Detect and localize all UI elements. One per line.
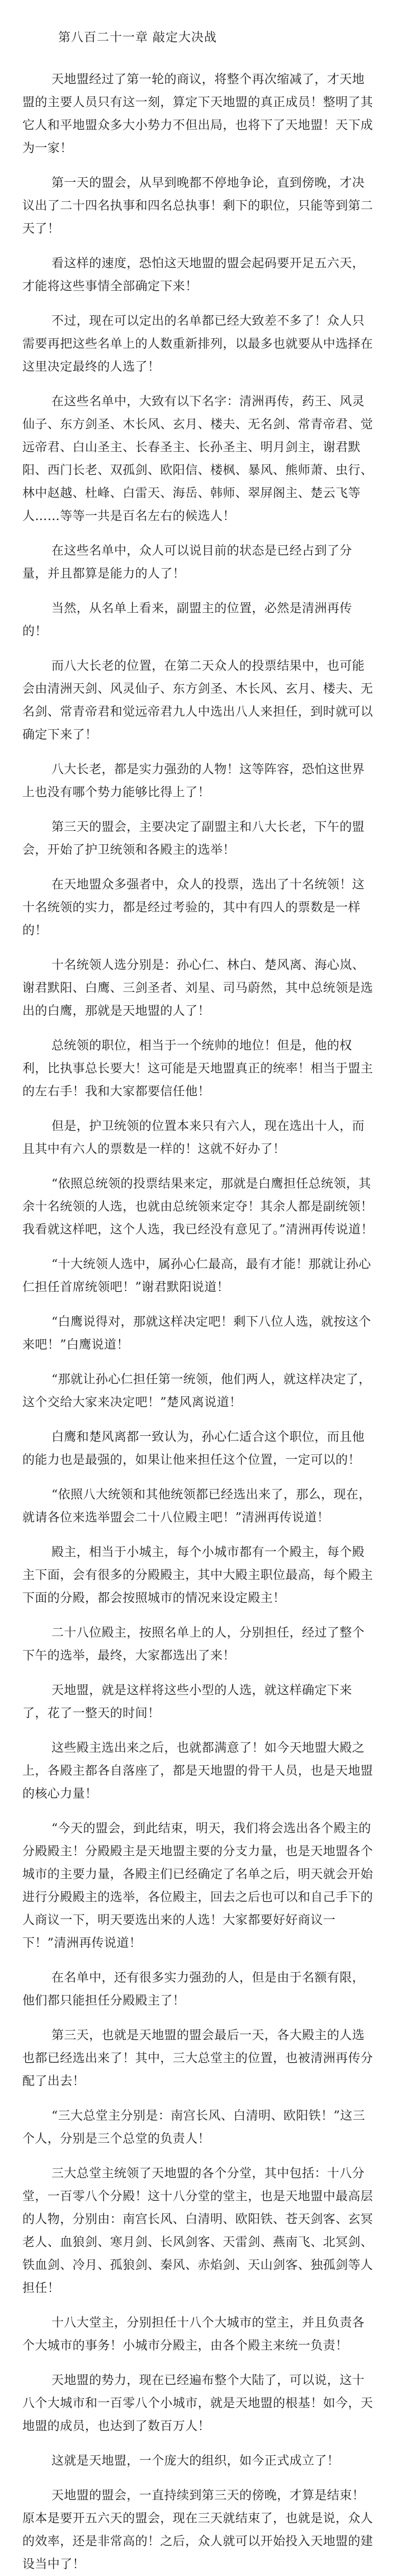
chapter-body [22, 68, 375, 2576]
paragraph: 在这些名单中，大致有以下名字：清洲再传，药王、风灵仙子、东方剑圣、木长风、玄月、楼夫、无名剑、常青帝君、觉远帝君、白山圣主、长春圣主、长孙圣主、明月剑主，谢君默阳、西门长老、双孤剑、欧阳信、楼枫、暴风、熊师萧、虫行、林中赵越、杜峰、白雷天、海岳、韩师、翠屏阁主、楚云飞等人……等等一共是百名左右的候选人！ [22, 395, 374, 523]
paragraph: “依照八大统领和其他统领都已经选出来了，那么，现在，就请各位来选举盟会二十八位殿主吧！”清洲再传说道！ [22, 1488, 371, 1525]
paragraph: 十名统领人选分别是：孙心仁、林白、楚风离、海心岚、谢君默阳、白鹰、三剑圣者、刘星、司马蔚然，其中总统领是选出的白鹰，那就是天地盟的人了！ [22, 958, 374, 1018]
paragraph: 白鹰和楚风离都一致认为，孙心仁适合这个职位，而且他的能力也是最强的，如果让他来担任这个位置，一定可以的！ [22, 1430, 365, 1467]
paragraph: “那就让孙心仁担任第一统领，他们两人，就这样决定了，这个交给大家来决定吧！”楚风离说道！ [22, 1373, 371, 1410]
paragraph: 十八大堂主，分别担任十八个大城市的堂主，并且负责各个大城市的事务！小城市分殿主，由各个殿主来统一负责！ [22, 2316, 365, 2353]
paragraph: 第一天的盟会，从早到晚都不停地争论，直到傍晚，才决议出了二十四名执事和四名总执事！剩下的职位，只能等到第二天了！ [22, 176, 374, 236]
paragraph: 这些殿主选出来之后，也就都满意了！如今天地盟大殿之上，各殿主都各自落座了，都是天地盟的骨干人员，也是天地盟的核心力量！ [22, 1741, 374, 1801]
paragraph: 天地盟的势力，现在已经遍布整个大陆了，可以说，这十八个大城市和一百零八个小城市，就是天地盟的根基！如今，天地盟的成员，也达到了数百万人！ [22, 2374, 374, 2433]
paragraph: 天地盟，就是这样将这些小型的人选，就这样确定下来了，花了一整天的时间！ [22, 1684, 352, 1721]
paragraph: “今天的盟会，到此结束，明天，我们将会选出各个殿主的分殿殿主！分殿殿主是天地盟主要的分支力量，也是天地盟各个城市的主要力量，各殿主们已经确定了名单之后，明天就会开始进行分殿殿主的选举，各位殿主，回去之后也可以和自己手下的人商议一下，明天要选出来的人选！大家都要好好商议一下！”清洲再传说道！ [22, 1822, 374, 1950]
paragraph: 第三天，也就是天地盟的盟会最后一天，各大殿主的人选也都已经选出来了！其中，三大总堂主的位置，也被清洲再传分配了出去！ [22, 2029, 374, 2088]
paragraph: 当然，从名单上看来，副盟主的位置，必然是清洲再传的！ [22, 602, 352, 639]
paragraph: “三大总堂主分别是：南宫长风、白清明、欧阳铁！”这三个人，分别是三个总堂的负责人！ [22, 2109, 365, 2146]
paragraph: 殿主，相当于小城主，每个小城市都有一个殿主，每个殿主下面，会有很多的分殿殿主，其中大殿主职位最高，每个殿主下面的分殿，都会按照城市的情况来设定殿主！ [22, 1545, 374, 1605]
paragraph: 八大长老，都是实力强劲的人物！这等阵容，恐怕这世界上也没有哪个势力能够比得上了！ [22, 763, 365, 800]
paragraph: 但是，护卫统领的位置本来只有六人，现在选出十人，而且其中有六人的票数是一样的！这就不好办了！ [22, 1119, 365, 1156]
paragraph: 而八大长老的位置，在第二天众人的投票结果中，也可能会由清洲天剑、风灵仙子、东方剑圣、木长风、玄月、楼夫、无名剑、常青帝君和觉远帝君九人中选出八人来担任，到时就可以确定下来了！ [22, 659, 374, 742]
paragraph: 在这些名单中，众人可以说目前的状态是已经占到了分量，并且都算是能力的人了！ [22, 544, 352, 581]
paragraph: 在天地盟众多强者中，众人的投票，选出了十名统领！这十名统领的实力，都是经过考验的，其中有四人的票数是一样的！ [22, 878, 365, 938]
paragraph: 不过，现在可以定出的名单都已经大致差不多了！众人只需要再把这些名单上的人数重新排列，以最多也就要从中选择在这里决定最终的人选了！ [22, 314, 374, 374]
paragraph: 第三天的盟会，主要决定了副盟主和八大长老，下午的盟会，开始了护卫统领和各殿主的选举！ [22, 820, 365, 857]
paragraph: 天地盟经过了第一轮的商议，将整个再次缩减了，才天地盟的主要人员只有这一刻，算定下天地盟的真正成员！整明了其它人和平地盟众多大小势力不但出局，也将下了天地盟！天下成为一家！ [22, 73, 374, 155]
paragraph: “白鹰说得对，那就这样决定吧！剩下八位人选，就按这个来吧！”白鹰说道！ [22, 1315, 371, 1352]
paragraph: 看这样的速度，恐怕这天地盟的盟会起码要开足五六天，才能将这些事情全部确定下来！ [22, 257, 365, 294]
paragraph: 这就是天地盟，一个庞大的组织，如今正式成立了！ [51, 2454, 340, 2468]
chapter-title: 第八百二十一章 敲定大决战 [58, 31, 217, 45]
paragraph: “十大统领人选中，属孙心仁最高，最有才能！那就让孙心仁担任首席统领吧！”谢君默阳说道！ [22, 1258, 371, 1294]
paragraph: 三大总堂主统领了天地盟的各个分堂，其中包括：十八分堂，一百零八个分殿！这十八分堂的堂主，也是天地盟中最高层的人物，分别由：南宫长风、白清明、欧阳铁、苍天剑客、玄冥老人、血狼剑、寒月剑、长风剑客、天雷剑、燕南飞、北冥剑、铁血剑、冷月、孤狼剑、秦风、赤焰剑、天山剑客、独孤剑等人担任！ [22, 2167, 374, 2295]
paragraph: 总统领的职位，相当于一个统帅的地位！但是，他的权利，比执事总长要大！这可能是天地盟真正的统率！相当于盟主的左右手！我和大家都要信任他！ [22, 1039, 374, 1099]
paragraph: 在名单中，还有很多实力强劲的人，但是由于名额有限，他们都只能担任分殿殿主了！ [22, 1971, 365, 2008]
paragraph: 二十八位殿主，按照名单上的人，分别担任，经过了整个下午的选举，最终，大家都选出了来！ [22, 1626, 365, 1663]
paragraph: “依照总统领的投票结果来定，那就是白鹰担任总统领，其余十名统领的人选，也就由总统领来定夺！其余人都是副统领！我看就这样吧，这个人选，我已经没有意见了。”清洲再传说道！ [22, 1177, 374, 1237]
paragraph: 天地盟的盟会，一直持续到第三天的傍晚，才算是结束！原本是要开五六天的盟会，现在三天就结束了，也就是说，众人的效率，还是非常高的！之后，众人就可以开始投入天地盟的建设当中了！ [22, 2489, 374, 2572]
